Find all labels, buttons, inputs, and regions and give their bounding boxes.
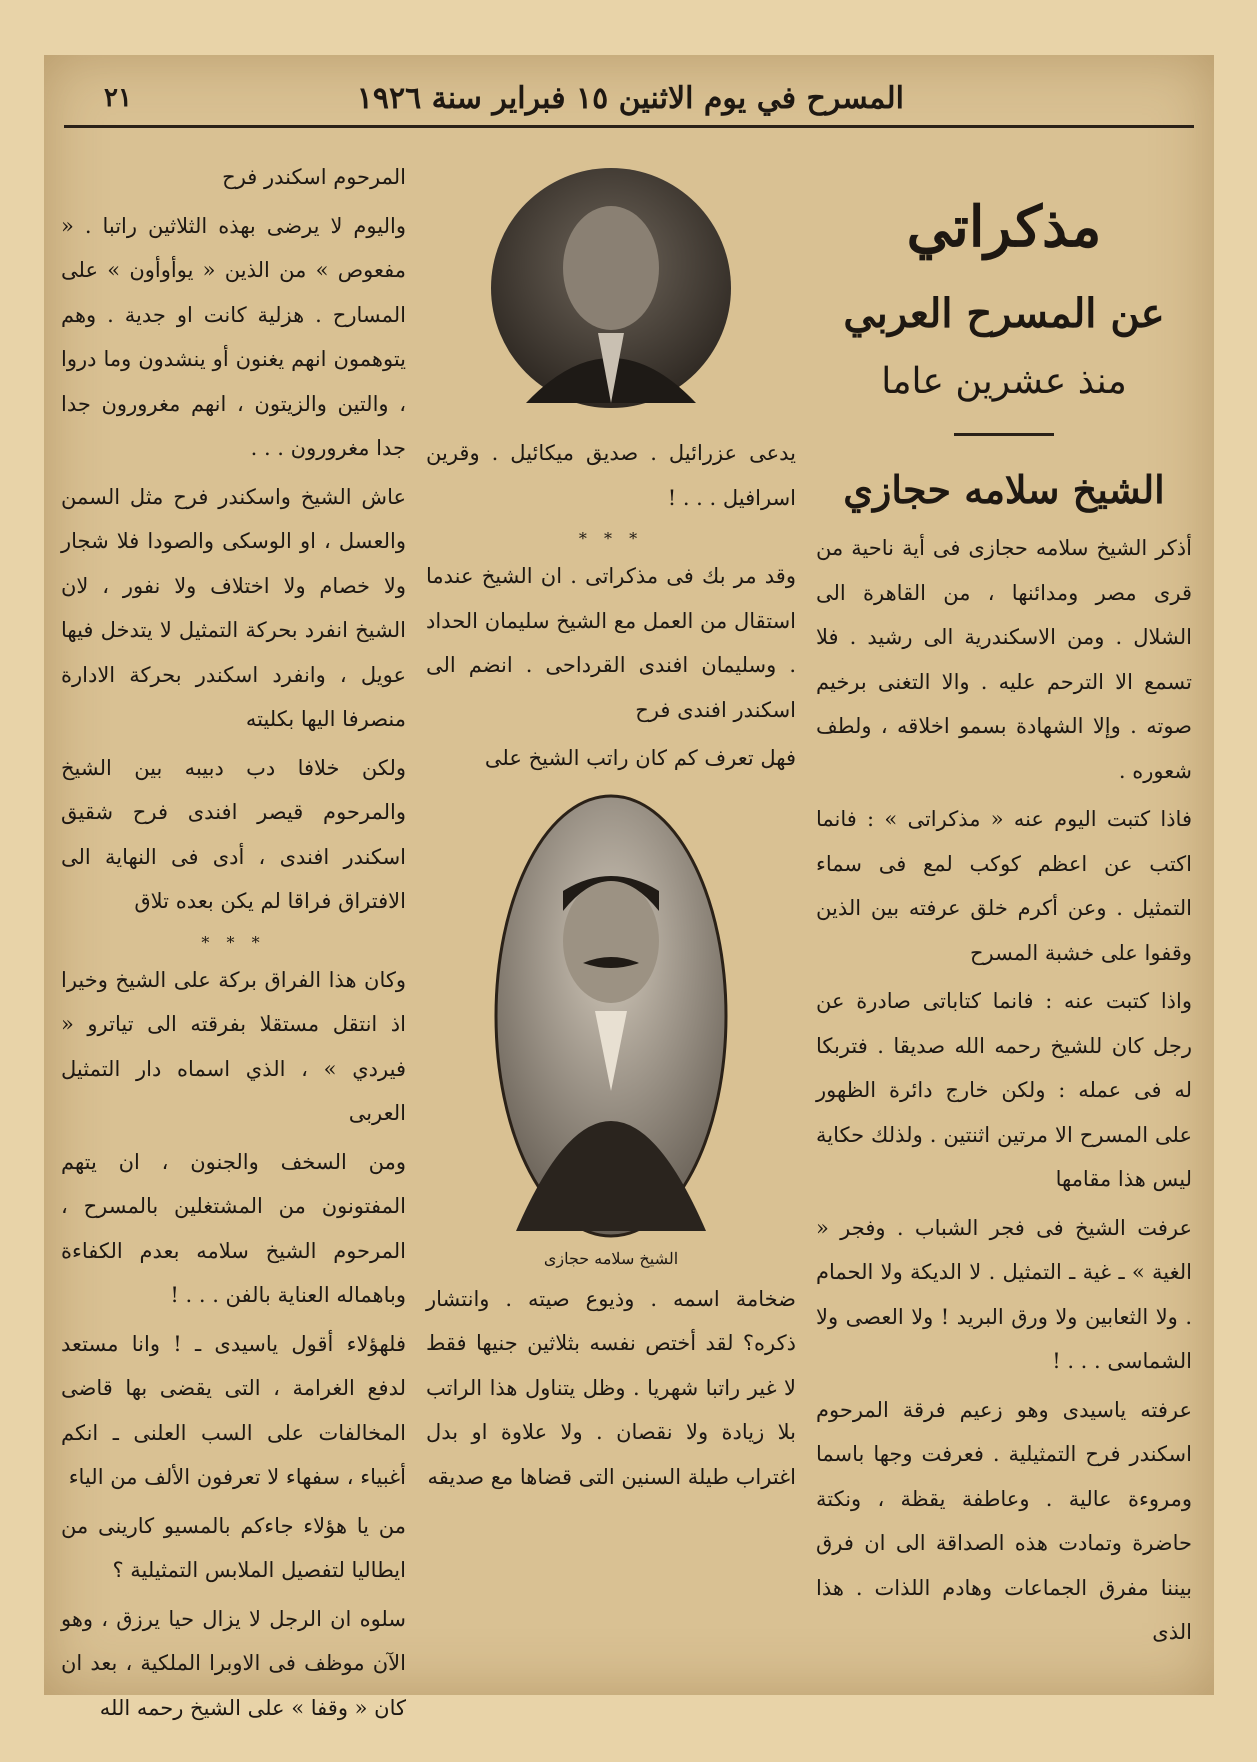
- portrait-photo-bottom: [491, 791, 731, 1241]
- article-subheading-2: منذ عشرين عاما: [881, 361, 1127, 402]
- paragraph: ولكن خلافا دب دبيبه بين الشيخ والمرحوم قيصر افندى فرح شقيق اسكندر افندى ، أدى فى النهاية الى الافتراق فراقا لم يكن بعده تلاق: [61, 755, 406, 913]
- paragraph: فهل تعرف كم كان راتب الشيخ على: [484, 746, 796, 770]
- paragraph: عاش الشيخ واسكندر فرح مثل السمن والعسل ، او الوسكى والصودا فلا شجار ولا خصام ولا اختلاف ولا نفور ، لان الشيخ انفرد بحركة التمثيل لا يتدخل فيها عويل ، وانفرد اسكندر بحركة الادارة منصرفا اليها بكليته: [61, 484, 406, 731]
- paragraph: واليوم لا يرضى بهذه الثلاثين راتبا . « مفعوص » من الذين « يوأوأون » على المسارح . هزلية كانت او جدية . وهم يتوهمون انهم يغنون أو ينشدون وما دروا ، والتين والزيتون ، انهم مغرورون جدا جدا مغرورون . . .: [61, 213, 406, 460]
- section-divider: * * *: [201, 932, 266, 952]
- heading-rule: [954, 433, 1054, 436]
- paragraph: يدعى عزرائيل . صديق ميكائيل . وقرين اسرافيل . . . !: [426, 441, 796, 510]
- header-title: المسرح في يوم الاثنين ١٥ فبراير سنة ١٩٢٦: [356, 81, 904, 116]
- paragraph: سلوه ان الرجل لا يزال حيا يرزق ، وهو الآن موظف فى الاوبرا الملكية ، بعد ان كان « وقفا » على الشيخ رحمه الله: [61, 1606, 406, 1720]
- paragraph: أذكر الشيخ سلامه حجازى فى أية ناحية من قرى مصر ومدائنها ، من القاهرة الى الشلال . ومن الاسكندرية الى رشيد . فلا تسمع الا الترحم عليه . والا التغنى برخيم صوته . وإلا الشهادة بسمو اخلاقه ، ولطف شعوره .: [816, 536, 1192, 783]
- paragraph: وكان هذا الفراق بركة على الشيخ وخيرا اذ انتقل مستقلا بفرقته الى تياترو « فيردي » ، الذي اسماه دار التمثيل العربى: [61, 967, 406, 1125]
- paragraph: فلهؤلاء أقول ياسيدى ـ ! وانا مستعد لدفع الغرامة ، التى يقضى بها قاضى المخالفات على السب العلنى ـ انكم أغبياء ، سفهاء لا تعرفون الألف من الياء: [61, 1331, 406, 1489]
- page-header: [64, 75, 1194, 128]
- left-column: [61, 155, 406, 1734]
- paragraph: وقد مر بك فى مذكراتى . ان الشيخ عندما استقال من العمل مع الشيخ سليمان الحداد . وسليمان افندى القرداحى . انضم الى اسكندر افندى فرح: [426, 564, 796, 722]
- paragraph: فاذا كتبت اليوم عنه « مذكراتى » : فانما اكتب عن اعظم كوكب لمع فى سماء التمثيل . وعن أكرم خلق عرفته بين الذين وقفوا على خشبة المسرح: [816, 807, 1192, 965]
- article-heading: مذكراتي: [906, 194, 1102, 260]
- paragraph: من يا هؤلاء جاءكم بالمسيو كارينى من ايطاليا لتفصيل الملابس التمثيلية ؟: [61, 1513, 406, 1582]
- section-divider: * * *: [578, 529, 644, 548]
- portrait-photo-top: [486, 163, 736, 413]
- right-column: [816, 165, 1192, 1659]
- paragraph: ومن السخف والجنون ، ان يتهم المفتونون من المشتغلين بالمسرح ، المرحوم الشيخ سلامه بعدم الكفاءة وباهماله العناية بالفن . . . !: [61, 1149, 406, 1307]
- newspaper-page: [44, 55, 1214, 1720]
- paragraph: واذا كتبت عنه : فانما كتاباتى صادرة عن رجل كان للشيخ رحمه الله صديقا . فتربكا له فى عمله : ولكن خارج دائرة الظهور على المسرح الا مرتين اثنتين . ولذلك حكاية ليس هذا مقامها: [816, 989, 1192, 1191]
- paragraph: عرفته ياسيدى وهو زعيم فرقة المرحوم اسكندر فرح التمثيلية . فعرفت وجها باسما ومروءة عالية . وعاطفة يقظة ، ونكتة حاضرة وتمادت هذه الصداقة الى ان فرق بيننا مفرق الجماعات وهادم اللذات . هذا الذى: [816, 1397, 1192, 1644]
- page-number: ٢١: [104, 83, 132, 113]
- paragraph: المرحوم اسكندر فرح: [222, 165, 406, 189]
- middle-column: [426, 163, 796, 1503]
- paragraph: ضخامة اسمه . وذيوع صيته . وانتشار ذكره؟ لقد أختص نفسه بثلاثين جنيها فقط لا غير راتبا شهريا . وظل يتناول هذا الراتب بلا زيادة ولا نقصان . ولا علاوة او بدل اغتراب طيلة السنين التى قضاها مع صديقه: [426, 1286, 796, 1489]
- article-subject: الشيخ سلامه حجازي: [843, 467, 1165, 512]
- paragraph: عرفت الشيخ فى فجر الشباب . وفجر « الغية » ـ غية ـ التمثيل . لا الديكة ولا الحمام . ولا الثعابين ولا ورق البريد ! ولا العصى ولا الشماسى . . . !: [816, 1215, 1192, 1373]
- article-subheading: عن المسرح العربي: [843, 290, 1165, 337]
- photo-caption: الشيخ سلامه حجازى: [543, 1248, 679, 1268]
